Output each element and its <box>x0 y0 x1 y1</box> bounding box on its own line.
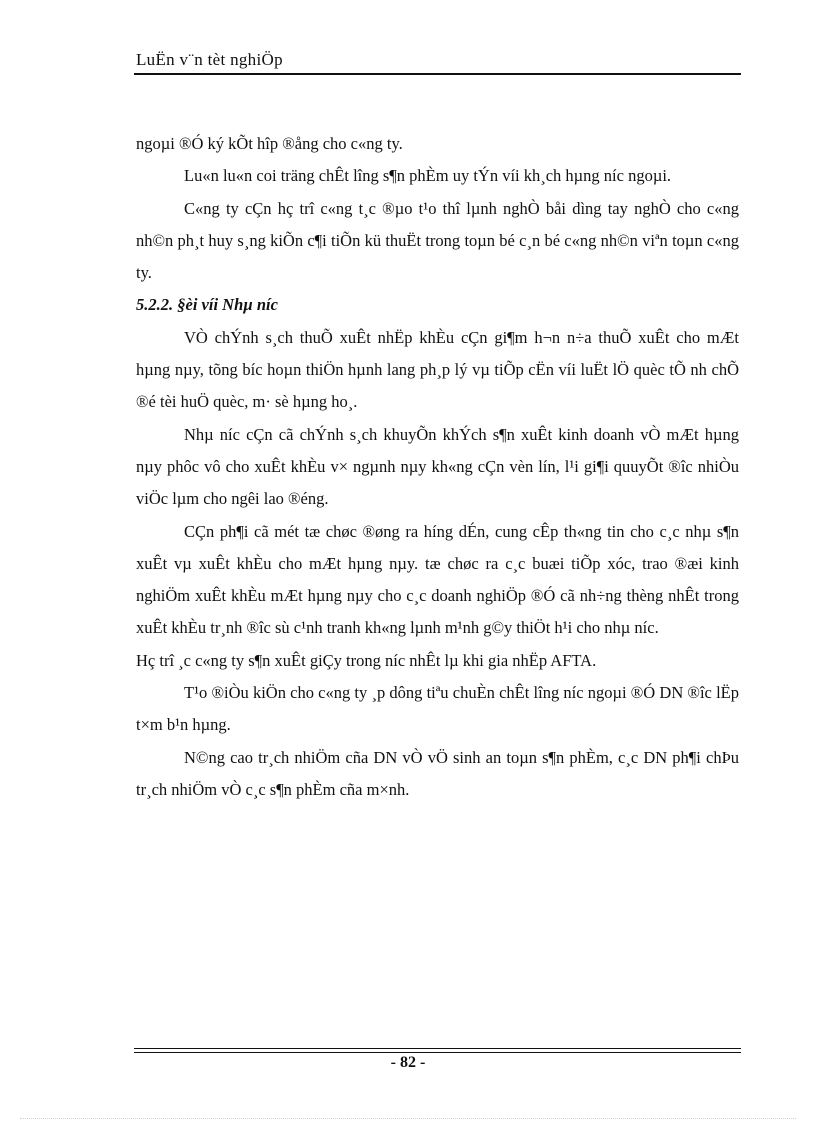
body-paragraph: Lu«n lu«n coi träng chÊt lîng s¶n phÈm uy tÝn víi kh¸ch hµng níc ngoµi. <box>184 166 672 186</box>
header-rule <box>134 73 741 75</box>
body-paragraph: Hç trî ¸c c«ng ty s¶n xuÊt giÇy trong níc nhÊt lµ khi gia nhËp AFTA. <box>136 650 597 670</box>
section-heading: 5.2.2. §èi víi Nhµ níc <box>136 295 278 315</box>
body-paragraph: N©ng cao tr¸ch nhiÖm cña DN vÒ vÖ sinh an toµn s¶n phÈm, c¸c DN ph¶i chÞu tr¸ch nhiÖm vÒ c¸c s¶n phÈm cña m×nh. <box>136 747 739 799</box>
page-number: - 82 - <box>390 1054 426 1071</box>
page-edge-divider <box>20 1118 796 1119</box>
body-paragraph: CÇn ph¶i cã mét tæ chøc ®øng ra híng dÉn, cung cÊp th«ng tin cho c¸c nhµ s¶n xuÊt vµ xuÊt khÈu cho mÆt hµng nµy. tæ chøc ra c¸c buæi tiÕp xóc, trao ®æi kinh nghiÖm xuÊt khÈu mÆt hµng nµy cho c¸c doanh nghiÖp ®Ó cã nh÷ng thèng nhÊt trong xuÊt khÈu tr¸nh ®îc sù c¹nh tranh kh«ng lµnh m¹nh g©y thiÖt h¹i cho nhµ níc. <box>136 521 739 638</box>
page-body <box>136 128 739 806</box>
running-header: LuËn v¨n tèt nghiÖp <box>136 50 283 69</box>
body-paragraph: C«ng ty cÇn hç trî c«ng t¸c ®µo t¹o thî lµnh nghÒ båi dìng tay nghÒ cho c«ng nh©n ph¸t huy s¸ng kiÕn c¶i tiÕn kü thuËt trong toµn bé c¸n bé c«ng nh©n viªn toµn c«ng ty. <box>136 198 739 283</box>
footer-rule-bottom <box>134 1052 741 1053</box>
body-paragraph: Nhµ níc cÇn cã chÝnh s¸ch khuyÕn khÝch s¶n xuÊt kinh doanh vÒ mÆt hµng nµy phôc vô cho xuÊt khÈu v× ngµnh nµy kh«ng cÇn vèn lín, l¹i gi¶i quuyÕt ®îc nhiÒu viÖc lµm cho ngêi lao ®éng. <box>136 424 739 509</box>
footer-rule-top <box>134 1048 741 1049</box>
body-paragraph: T¹o ®iÒu kiÖn cho c«ng ty ¸p dông tiªu chuÈn chÊt lîng níc ngoµi ®Ó DN ®îc lËp t×m b¹n hµng. <box>136 683 739 735</box>
body-paragraph: ngoµi ®Ó ký kÕt hîp ®ång cho c«ng ty. <box>136 134 403 153</box>
body-paragraph: VÒ chÝnh s¸ch thuÕ xuÊt nhËp khÈu cÇn gi¶m h¬n n÷a thuÕ xuÊt cho mÆt hµng nµy, tõng bíc hoµn thiÖn hµnh lang ph¸p lý vµ tiÕp cËn víi luËt lÖ quèc tÕ nh chÕ ®é tèi huÖ quèc, m· sè hµng ho¸. <box>136 327 739 412</box>
